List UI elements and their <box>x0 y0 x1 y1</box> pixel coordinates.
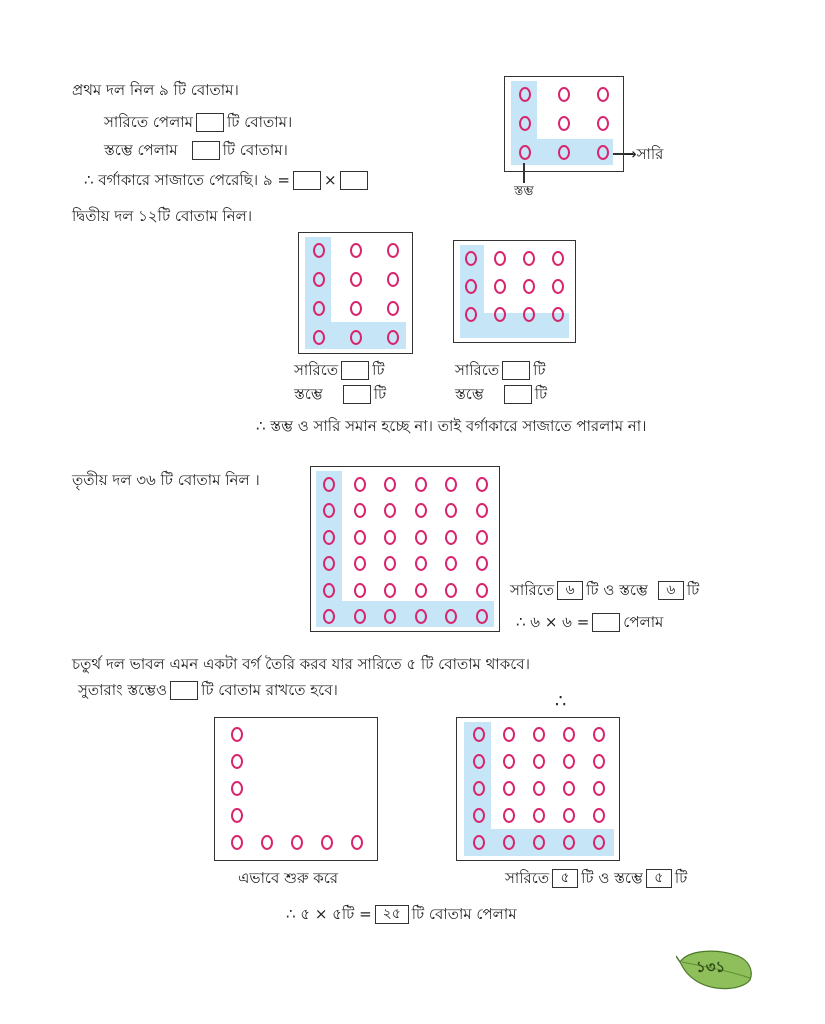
button-ring-icon <box>415 477 427 492</box>
group4-row-col: সারিতে ৫ টি ও স্তম্ভে ৫ টি <box>505 869 688 887</box>
button-ring-icon <box>552 251 564 266</box>
group4-equation: ∴ ৫ × ৫টি = ২৫ টি বোতাম পেলাম <box>286 905 517 923</box>
button-ring-icon <box>563 808 575 823</box>
group2-b-col-blank[interactable] <box>504 385 532 404</box>
button-ring-icon <box>473 835 485 850</box>
button-ring-icon <box>445 609 457 624</box>
button-ring-icon <box>563 754 575 769</box>
button-ring-icon <box>387 272 399 287</box>
button-ring-icon <box>445 530 457 545</box>
group2-a-col: স্তম্ভে টি <box>294 385 387 403</box>
group1-factor-blank-2[interactable] <box>340 171 368 190</box>
button-ring-icon <box>415 556 427 571</box>
group4-line1: চতুর্থ দল ভাবল এমন একটা বর্গ তৈরি করব যার সারিতে ৫ টি বোতাম থাকবে। <box>72 655 530 673</box>
group2-grid-box-4x3 <box>298 232 413 354</box>
button-ring-icon <box>476 503 488 518</box>
button-ring-icon <box>465 279 477 294</box>
group1-col-line: স্তম্ভে পেলাম টি বোতাম। <box>104 141 288 159</box>
button-ring-icon <box>354 609 366 624</box>
group1-factor-blank-1[interactable] <box>293 171 321 190</box>
button-ring-icon <box>231 727 243 742</box>
button-ring-icon <box>597 87 609 102</box>
button-ring-icon <box>593 754 605 769</box>
button-ring-icon <box>476 530 488 545</box>
group2-b-row: সারিতে টি <box>455 361 546 379</box>
button-ring-icon <box>313 272 325 287</box>
button-ring-icon <box>552 307 564 322</box>
button-ring-icon <box>533 781 545 796</box>
button-ring-icon <box>597 145 609 160</box>
button-ring-icon <box>593 781 605 796</box>
group3-equation: ∴ ৬ × ৬ = পেলাম <box>516 613 664 631</box>
button-ring-icon <box>593 835 605 850</box>
button-ring-icon <box>473 781 485 796</box>
button-ring-icon <box>445 583 457 598</box>
button-ring-icon <box>321 835 333 850</box>
group3-intro: তৃতীয় দল ৩৬ টি বোতাম নিল । <box>72 471 260 489</box>
button-ring-icon <box>231 835 243 850</box>
button-ring-icon <box>261 835 273 850</box>
button-ring-icon <box>415 609 427 624</box>
button-ring-icon <box>231 754 243 769</box>
button-ring-icon <box>415 530 427 545</box>
button-ring-icon <box>231 808 243 823</box>
button-ring-icon <box>323 556 335 571</box>
button-ring-icon <box>552 279 564 294</box>
button-ring-icon <box>415 503 427 518</box>
group2-a-row-blank[interactable] <box>341 361 369 380</box>
group1-row-blank[interactable] <box>196 113 224 132</box>
group2-intro: দ্বিতীয় দল ১২টি বোতাম নিল। <box>72 207 253 225</box>
button-ring-icon <box>533 754 545 769</box>
button-ring-icon <box>563 727 575 742</box>
button-ring-icon <box>558 116 570 131</box>
button-ring-icon <box>558 87 570 102</box>
group4-row-value: ৫ <box>552 869 578 888</box>
button-ring-icon <box>384 530 396 545</box>
button-ring-icon <box>323 609 335 624</box>
button-ring-icon <box>519 116 531 131</box>
group3-grid-box <box>310 466 500 632</box>
button-ring-icon <box>384 609 396 624</box>
button-ring-icon <box>354 503 366 518</box>
group2-conclusion: ∴ স্তম্ভ ও সারি সমান হচ্ছে না। তাই বর্গাকারে সাজাতে পারলাম না। <box>256 417 647 435</box>
group2-grid-box-3x4 <box>453 240 576 343</box>
group4-col-value: ৫ <box>646 869 672 888</box>
button-ring-icon <box>354 583 366 598</box>
button-ring-icon <box>503 727 515 742</box>
button-ring-icon <box>387 301 399 316</box>
button-ring-icon <box>384 477 396 492</box>
button-ring-icon <box>473 727 485 742</box>
group4-start-box <box>214 717 378 861</box>
button-ring-icon <box>351 835 363 850</box>
button-ring-icon <box>523 307 535 322</box>
group1-row-line: সারিতে পেলাম টি বোতাম। <box>104 113 293 131</box>
button-ring-icon <box>476 583 488 598</box>
group4-col-blank[interactable] <box>170 681 198 700</box>
button-ring-icon <box>445 477 457 492</box>
group1-grid-box <box>504 76 624 172</box>
button-ring-icon <box>476 477 488 492</box>
group2-b-row-blank[interactable] <box>502 361 530 380</box>
button-ring-icon <box>519 87 531 102</box>
button-ring-icon <box>476 556 488 571</box>
group2-a-col-blank[interactable] <box>343 385 371 404</box>
page-number: ১৩১ <box>696 958 726 976</box>
column-arrow <box>523 163 525 183</box>
button-ring-icon <box>354 556 366 571</box>
button-ring-icon <box>465 307 477 322</box>
button-ring-icon <box>350 301 362 316</box>
button-ring-icon <box>494 279 506 294</box>
page-number-leaf <box>676 946 756 992</box>
button-ring-icon <box>523 251 535 266</box>
button-ring-icon <box>597 116 609 131</box>
button-ring-icon <box>387 330 399 345</box>
button-ring-icon <box>473 754 485 769</box>
button-ring-icon <box>519 145 531 160</box>
button-ring-icon <box>387 243 399 258</box>
button-ring-icon <box>384 556 396 571</box>
button-ring-icon <box>593 808 605 823</box>
button-ring-icon <box>291 835 303 850</box>
button-ring-icon <box>350 243 362 258</box>
group3-result-blank[interactable] <box>592 613 620 632</box>
group4-line2: সুতারাং স্তম্ভেও টি বোতাম রাখতে হবে। <box>78 681 338 699</box>
button-ring-icon <box>494 251 506 266</box>
button-ring-icon <box>323 503 335 518</box>
column-tag: স্তম্ভ <box>514 184 534 199</box>
group3-row-value: ৬ <box>557 581 583 600</box>
row-highlight <box>316 601 494 627</box>
group1-conclusion: ∴ বর্গাকারে সাজাতে পেরেছি। ৯ = × <box>84 170 371 190</box>
button-ring-icon <box>323 583 335 598</box>
button-ring-icon <box>503 835 515 850</box>
button-ring-icon <box>313 330 325 345</box>
button-ring-icon <box>323 530 335 545</box>
button-ring-icon <box>476 609 488 624</box>
row-tag: →সারি <box>624 145 664 163</box>
group2-a-row: সারিতে টি <box>294 361 385 379</box>
button-ring-icon <box>445 503 457 518</box>
button-ring-icon <box>533 808 545 823</box>
button-ring-icon <box>563 835 575 850</box>
button-ring-icon <box>593 727 605 742</box>
button-ring-icon <box>503 781 515 796</box>
button-ring-icon <box>350 272 362 287</box>
button-ring-icon <box>384 583 396 598</box>
button-ring-icon <box>523 279 535 294</box>
button-ring-icon <box>494 307 506 322</box>
button-ring-icon <box>384 503 396 518</box>
button-ring-icon <box>558 145 570 160</box>
button-ring-icon <box>350 330 362 345</box>
button-ring-icon <box>323 477 335 492</box>
button-ring-icon <box>313 301 325 316</box>
group3-col-value: ৬ <box>658 581 684 600</box>
button-ring-icon <box>354 477 366 492</box>
group2-b-col: স্তম্ভে টি <box>455 385 548 403</box>
group1-intro: প্রথম দল নিল ৯ টি বোতাম। <box>72 81 239 99</box>
button-ring-icon <box>533 727 545 742</box>
button-ring-icon <box>415 583 427 598</box>
group4-therefore-dots: ∴ <box>555 691 567 712</box>
group4-caption-left: এভাবে শুরু করে <box>238 869 339 887</box>
button-ring-icon <box>313 243 325 258</box>
button-ring-icon <box>473 808 485 823</box>
button-ring-icon <box>533 835 545 850</box>
button-ring-icon <box>231 781 243 796</box>
button-ring-icon <box>445 556 457 571</box>
button-ring-icon <box>503 754 515 769</box>
button-ring-icon <box>465 251 477 266</box>
group3-row-col: সারিতে ৬ টি ও স্তম্ভে ৬ টি <box>510 581 700 599</box>
group4-full-box <box>456 717 620 861</box>
group4-result-value: ২৫ <box>375 905 409 924</box>
group1-col-blank[interactable] <box>192 141 220 160</box>
button-ring-icon <box>354 530 366 545</box>
button-ring-icon <box>563 781 575 796</box>
button-ring-icon <box>503 808 515 823</box>
